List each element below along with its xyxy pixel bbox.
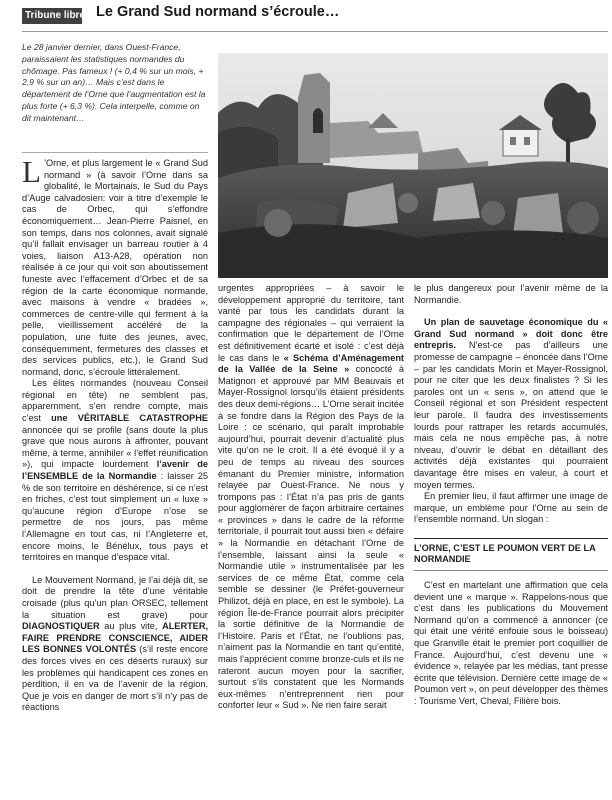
paragraph: C’est en martelant une affirmation que cela devient une « marque ». Rappelons-nous que c’est dans les publications du Mouvement Normand qu’on a commencé à annoncer (ce qui était une vérité enfouie sous le boisseau) que Granville était le premier port coquillier de France. Aujourd’hui, c’est devenu une « évidence », relayée par les médias, tant presse écrite que télévision. Dernière cette image de « Poumon vert », on peut développer des thèmes : Tourisme Vert, Cheval, Filière bois. (414, 580, 608, 706)
header-divider (22, 31, 608, 32)
castle-ruins-photo (218, 53, 608, 278)
lead-paragraph: Le 28 janvier dernier, dans Ouest-France, paraissaient les statistiques normandes du chômage. Pas fameux ! (+ 0,4 % sur un mois, + 2,9 % sur un an)… Mais c’est dans le département de l’Orne que l’augmentation est la plus forte (+ 6,3 %). Cela interpelle, comme on dit maintenant… (22, 42, 206, 123)
text-run: : laisser 25 % de son territoire en déshérence, si ce n’est en friches, c’est tout simplement un « luxe » qu’aucune région d’Europe n’ose se permettre de nos jours, pas même l’Allemagne en tout cas, ni l’Angleterre et, encore moins, le Bénélux, tous pays et territoires en manque d’espace vital. (22, 471, 209, 563)
text-run: concocté à Matignon et approuvé par MM Beauvais et Mayer-Rossignol lorsqu’ils étaient présidents des deux demi-régions… L’Orne serait incitée à se fondre dans la Région des Pays de la Loire : ce scénario, qui paraît improbable aujourd’hui, pourrait devenir d’actualité plus vite qu’on ne le croit. Il a été évoqué il y a peu de temps au niveau des sources émanant du Premier ministre, information relayée par Ouest-France. Ne nous y trompons pas : l’État n’a pas pris de gants pour agglomérer de façon arbitraire certaines « provinces » dans le cadre de la réforme territoriale, il pourrait tout aussi bien « défaire » la Normandie en détachant l’Orne de l’ensemble, laissant ainsi la seule « Normandie utile » instrumentalisée par les services de ce même État, comme cela semble se dessiner (le Préfet-gouverneur Philizot, déjà en place, en est le symbole). La région Île-de-France pourrait alors précipiter la sortie définitive de la Normandie de l’Histoire. Paris et l’État, ne l’oublions pas, n’aiment pas la Normandie en tant qu’entité, mais l’apprécient comme bronze-culs et ils ne rateront aucun moyen pour la sacrifier, surtout s’ils constatent que les Normands eux-mêmes n’entreprennent rien pour conforter leur « Sud ». Ne rien faire serait (218, 364, 404, 711)
bold-run: une VÉRITABLE CATASTROPHE (51, 413, 208, 424)
article-title: Le Grand Sud normand s’écroule… (96, 4, 340, 20)
drop-cap: L (22, 154, 41, 189)
bold-run: DIAGNOSTIQUER (22, 621, 100, 632)
bold-run: « Schéma d’Aménagement de la Vallée de la Seine » (218, 352, 404, 375)
text-run: (s’il reste encore des forces vives en ces déserts ruraux) sur les problèmes qui handicapent ces zones en perdition, il en va de l’avenir de la région. Que je vois en danger de mort s’il n’y pas de réactions (22, 644, 208, 713)
section-tag: Tribune libre (22, 8, 82, 24)
text-run: urgentes appropriées – à savoir le développement approprié du territoire, tant vanté par tous les candidats durant la campagne des régionales – qui verraient la confirmation que le département de l’Orne est définitivement écarté et isolé : c’est déjà le cas dans le (218, 283, 404, 363)
paragraph: ’Orne, et plus largement le « Grand Sud normand » (à savoir l’Orne dans sa globalité, le Mortainais, le Sud du Pays d’Auge calvadosien: voir à titre d’exemple le cas de Orbec, qui s’effondre économiquement… Jean-Pierre Paisnel, en son temps, dans nos colonnes, avait signalé qu’il fallait envisager un barreau routier à 4 voies, liaison A13-A28, opération non réalisée à ce jour qui voit son aboutissement funeste avec l’effacement d’Orbec et de sa région de la carte économique normande, avec maisons à vendre « bradées », commerces de centre-ville qui ferment à la pelle, vieillissement accéléré de la population, une fuite des jeunes, avec, conséquemment, fermetures des classes et des services publics, etc.), le Grand Sud normand, donc, s’écroule littéralement. (22, 158, 208, 377)
text-run: au plus vite, (99, 621, 163, 632)
text-run: annoncée qui se profile (sans doute la plus grave que nous aurons à affronter, pouvant même, à terme, annihiler « l’effet réunification »), qui impacte lourdement (22, 424, 208, 470)
text-run: N’est-ce pas d’ailleurs une promesse de campagne – énoncée dans l’Orne – par les candidats Morin et Mayer-Rossignol, pour ne citer que les deux finalistes ? Si les paroles ont un « sens », on attend que le Conseil régional et son Président respectent leur parole. Il faudra des investissements lourds pour rattraper les retards accumulés, mais cela ne nous empêche pas, à notre niveau, d’ouvrir le débat en détaillant des activités déjà existantes qui pourraient davantage être mises en valeur, à court et moyen termes. (414, 340, 608, 490)
slogan-heading: L’ORNE, C’EST LE POUMON VERT DE LA NORMANDIE (414, 538, 608, 566)
column-2 (218, 283, 404, 712)
lead-divider (22, 152, 208, 153)
bold-run: Un plan de sauvetage économique du « Grand Sud normand » doit donc être entrepris. (414, 317, 608, 351)
paragraph: le plus dangereux pour l’avenir même de la Normandie. (414, 283, 608, 305)
paragraph: En premier lieu, il faut affirmer une image de marque, un emblème pour l’Orne au sein de l’ensemble normand. Un slogan : (414, 491, 608, 525)
column-3 (414, 283, 608, 708)
bold-run: ALERTER, FAIRE PRENDRE CONSCIENCE, AIDER LES BONNES VOLONTÉS (22, 621, 208, 655)
column-1 (22, 154, 209, 714)
text-run: Le Mouvement Normand, je l’ai déjà dit, se doit de prendre la tête d’une véritable croisade (plus qu’un plan ORSEC, tellement la situation est grave) pour (22, 574, 208, 620)
text-run: Les élites normandes (nouveau Conseil régional en tête) ne semblent pas, apparemment, s’en rendre compte, mais c’est (22, 378, 208, 424)
slogan-divider (414, 570, 608, 571)
bold-run: l’avenir de l’ENSEMBLE de la Normandie (22, 459, 208, 482)
